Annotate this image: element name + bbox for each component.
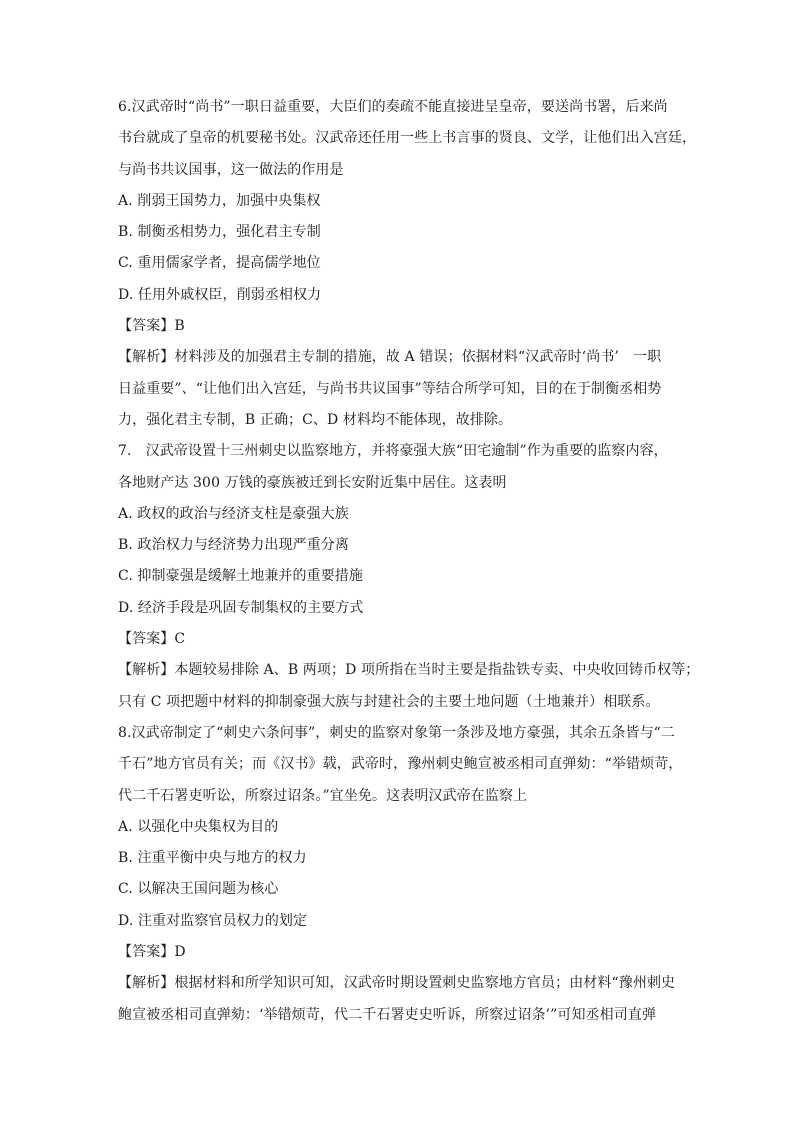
question-stem-line: 千石”地方官员有关；而《汉书》载，武帝时，豫州刺史鲍宣被丞相司直弹劾：“举错烦苛， [118,756,683,773]
answer-value: C [174,631,186,648]
question-stem-line: 与尚书共议国事，这一做法的作用是 [118,161,344,178]
question-stem-line: 8.汉武帝制定了“刺史六条问事”，刺史的监察对象第一条涉及地方豪强，其余五条皆与“二 [118,724,676,741]
question-stem-line: 7. 汉武帝设置十三州刺史以监察地方，并将豪强大族“田宅逾制”作为重要的监察内容， [118,443,668,460]
analysis-text: 本题较易排除 A、B 两项；D 项所指在当时主要是指盐铁专卖、中央收回铸币权等； [174,662,700,679]
analysis-line: 力，强化君主专制，B 正确；C、D 材料均不能体现，故排除。 [118,411,513,428]
question-7 [118,436,700,718]
answer-line [118,937,688,968]
answer-label: 【答案】 [118,318,175,335]
option-b: B. 注重平衡中央与地方的权力 [118,850,307,867]
analysis-line [118,968,688,999]
analysis-text: 材料涉及的加强君主专制的措施，故 A 错误；依据材料“汉武帝时‘尚书’ 一职 [174,349,662,366]
answer-value: B [174,318,185,335]
analysis-line [118,655,700,686]
analysis-label: 【解析】 [118,662,175,679]
question-6 [118,92,697,436]
analysis-line: 日益重要”、“让他们出入宫廷，与尚书共议国事”等结合所学可知，目的在于制衡丞相势 [118,380,662,397]
question-8 [118,718,688,1031]
analysis-line [118,342,688,373]
option-d: D. 任用外戚权臣，削弱丞相权力 [118,286,322,303]
analysis-label: 【解析】 [118,349,175,366]
option-a: A. 削弱王国势力，加强中央集权 [118,192,321,209]
answer-line [118,311,688,342]
option-c: C. 重用儒家学者，提高儒学地位 [118,255,321,272]
option-a: A. 以强化中央集权为目的 [118,818,279,835]
question-stem-line: 6.汉武帝时“尚书”一职日益重要，大臣们的奏疏不能直接进呈皇帝，要送尚书署，后来尚 [118,99,668,115]
answer-line [118,624,688,655]
analysis-text: 根据材料和所学知识可知，汉武帝时期设置刺史监察地方官员；由材料“豫州刺史 [174,975,676,992]
page-content [118,92,700,1031]
question-stem-line: 各地财产达 300 万钱的豪族被迁到长安附近集中居住。这表明 [118,474,507,491]
option-b: B. 政治权力与经济势力出现严重分离 [118,537,349,554]
option-d: D. 注重对监察官员权力的划定 [118,912,308,929]
option-d: D. 经济手段是巩固专制集权的主要方式 [118,599,364,616]
answer-label: 【答案】 [118,631,175,648]
option-a: A. 政权的政治与经济支柱是豪强大族 [118,505,349,522]
answer-label: 【答案】 [118,944,175,961]
option-c: C. 抑制豪强是缓解土地兼并的重要措施 [118,568,364,585]
analysis-label: 【解析】 [118,975,175,992]
analysis-line: 鲍宣被丞相司直弹劾：‘举错烦苛，代二千石署吏史听诉，所察过诏条’”可知丞相司直弹 [118,1006,657,1023]
option-c: C. 以解决王国问题为核心 [118,881,279,898]
question-stem-line: 书台就成了皇帝的机要秘书处。汉武帝还任用一些上书言事的贤良、文学，让他们出入宫廷， [118,130,697,147]
analysis-line: 只有 C 项把题中材料的抑制豪强大族与封建社会的主要土地问题（土地兼并）相联系。 [118,693,660,710]
answer-value: D [174,944,186,961]
option-b: B. 制衡丞相势力，强化君主专制 [118,224,321,241]
question-stem-line: 代二千石署吏听讼，所察过诏条。”宜坐免。这表明汉武帝在监察上 [118,787,528,804]
